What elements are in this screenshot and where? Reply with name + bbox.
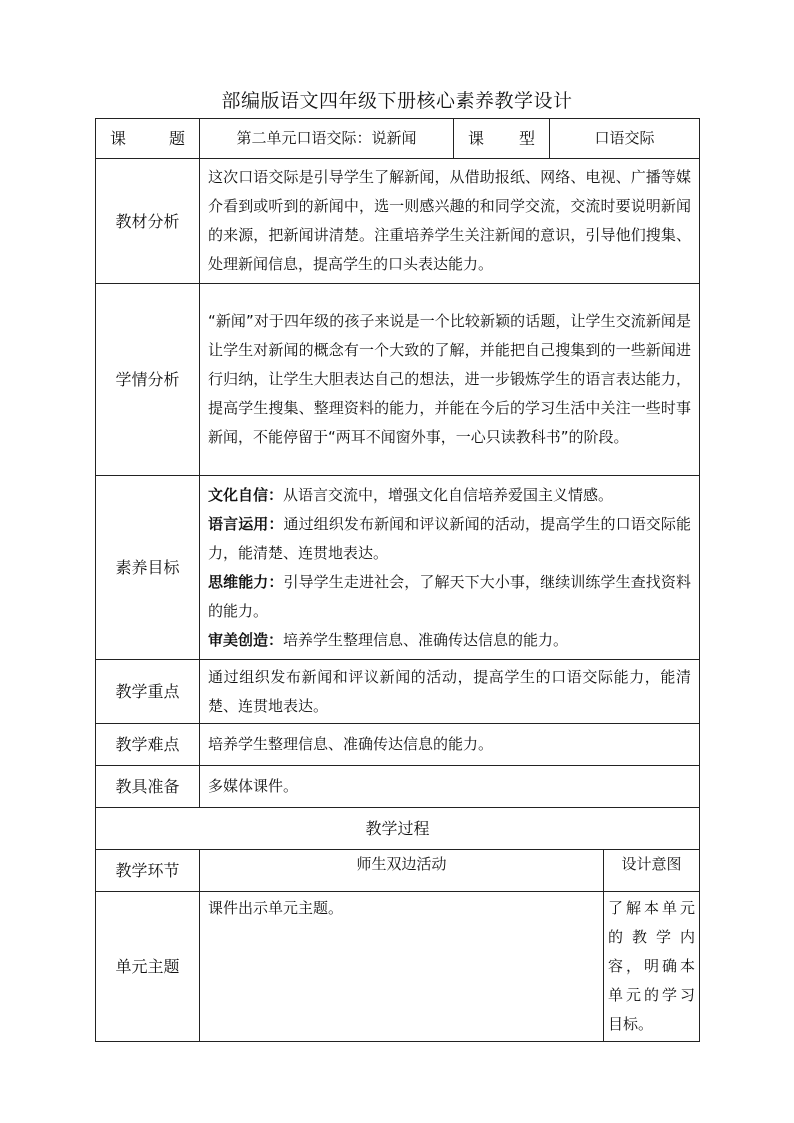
process-title-row: [96, 808, 700, 850]
key-points-text: 通过组织发布新闻和评议新闻的活动，提高学生的口语交际能力，能清楚、连贯地表达。: [200, 660, 700, 724]
textbook-analysis-row: [96, 159, 700, 284]
textbook-analysis-text: 这次口语交际是引导学生了解新闻，从借助报纸、网络、电视、广播等媒介看到或听到的新闻中，选一则感兴趣的和同学交流，交流时要说明新闻的来源，把新闻讲清楚。注重培养学生关注新闻的意识，引导他们搜集、处理新闻信息，提高学生的口头表达能力。: [200, 159, 700, 284]
topic-row: [96, 119, 700, 159]
key-points-row: [96, 660, 700, 724]
type-value: 口语交际: [550, 119, 700, 159]
goal-item-culture: 文化自信：从语言交流中，增强文化自信培养爱国主义情感。: [208, 485, 614, 504]
goal-item-thinking: 思维能力：引导学生走进社会，了解天下大小事，继续训练学生查找资料的能力。: [208, 572, 691, 620]
type-label: 课 型: [454, 119, 550, 159]
document-title: 部编版语文四年级下册核心素养教学设计: [221, 90, 573, 112]
process-col-intent: 设计意图: [604, 850, 700, 892]
process-header-row: [96, 850, 700, 892]
process-step-stage: 单元主题: [96, 892, 200, 1042]
textbook-analysis-label: 教材分析: [96, 159, 200, 284]
student-analysis-row: [96, 284, 700, 476]
literacy-goals-list: [200, 476, 700, 660]
difficulties-text: 培养学生整理信息、准确传达信息的能力。: [200, 724, 700, 766]
lesson-plan-table: [95, 118, 700, 1042]
difficulties-row: [96, 724, 700, 766]
topic-label: 课 题: [96, 119, 200, 159]
materials-row: [96, 766, 700, 808]
process-title: 教学过程: [96, 808, 700, 850]
goal-item-aesthetic: 审美创造：培养学生整理信息、准确传达信息的能力。: [208, 630, 569, 649]
literacy-goals-row: [96, 476, 700, 660]
process-step-row: [96, 892, 700, 1042]
literacy-goals-label: 素养目标: [96, 476, 200, 660]
materials-label: 教具准备: [96, 766, 200, 808]
process-step-activity: 课件出示单元主题。: [200, 892, 604, 1042]
key-points-label: 教学重点: [96, 660, 200, 724]
student-analysis-text: “新闻”对于四年级的孩子来说是一个比较新颖的话题，让学生交流新闻是让学生对新闻的概念有一个大致的了解，并能把自己搜集到的一些新闻进行归纳，让学生大胆表达自己的想法，进一步锻炼学生的语言表达能力，提高学生搜集、整理资料的能力，并能在今后的学习生活中关注一些时事新闻，不能停留于“两耳不闻窗外事，一心只读教科书”的阶段。: [200, 284, 700, 476]
goal-item-language: 语言运用：通过组织发布新闻和评议新闻的活动，提高学生的口语交际能力，能清楚、连贯地表达。: [208, 514, 691, 562]
process-col-stage: 教学环节: [96, 850, 200, 892]
topic-value: 第二单元口语交际：说新闻: [200, 119, 454, 159]
process-col-activity: 师生双边活动: [200, 850, 604, 892]
student-analysis-label: 学情分析: [96, 284, 200, 476]
process-step-intent: 了解本单元的教学内容，明确本单元的学习目标。: [604, 892, 700, 1042]
materials-text: 多媒体课件。: [200, 766, 700, 808]
difficulties-label: 教学难点: [96, 724, 200, 766]
